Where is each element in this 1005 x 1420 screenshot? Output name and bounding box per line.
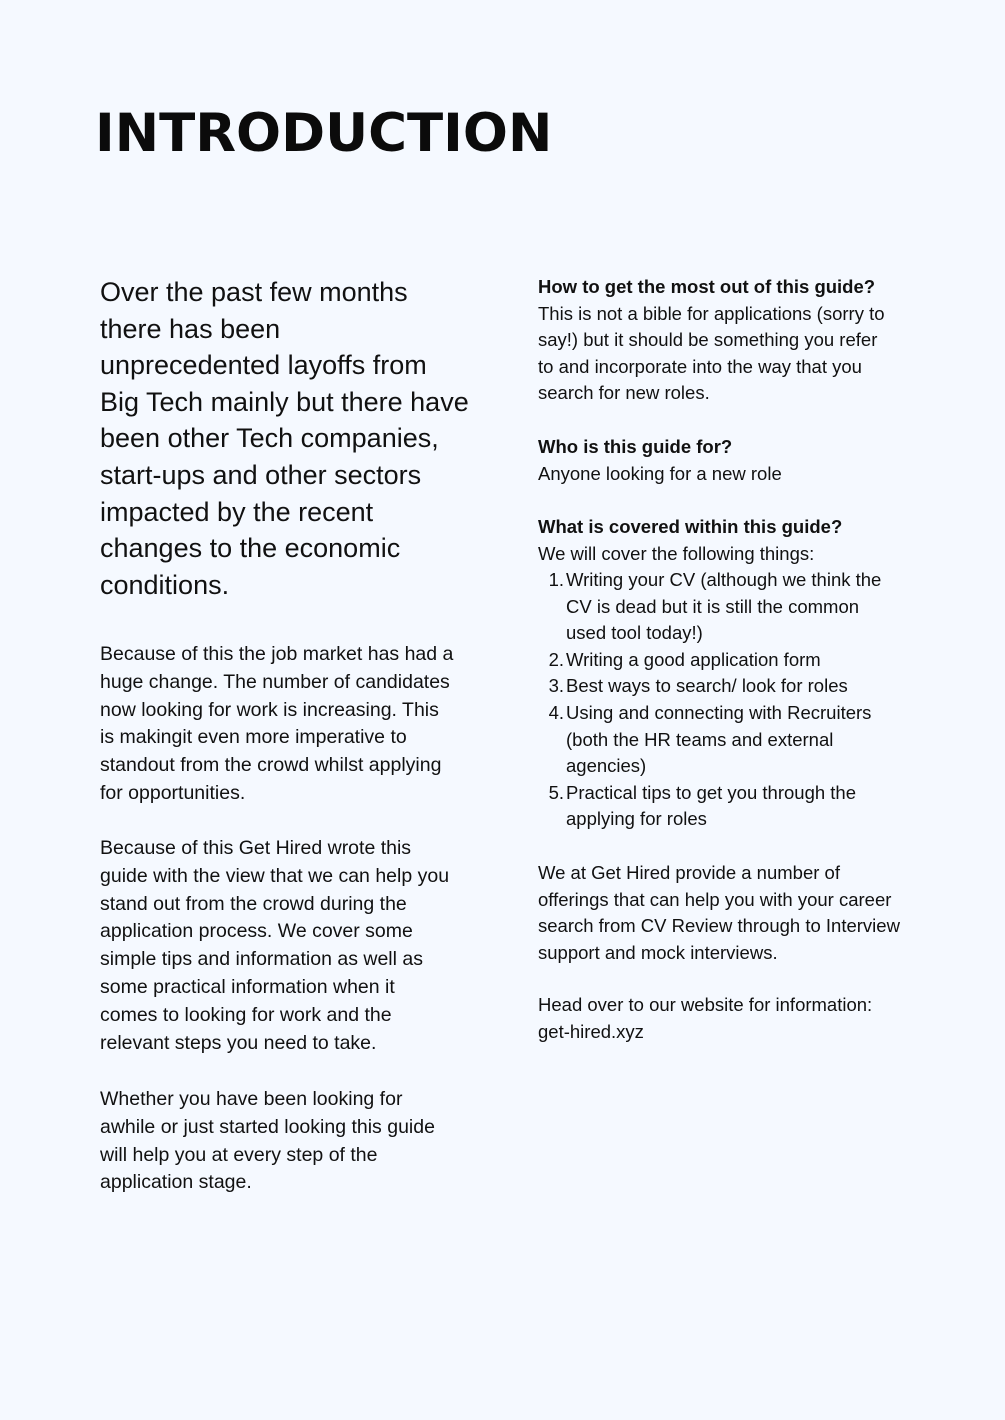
list-item xyxy=(532,700,881,780)
text-line: Best ways to search/ look for roles xyxy=(566,675,848,697)
section-what-covered xyxy=(538,514,842,567)
list-item-text xyxy=(565,647,821,674)
text-line: Because of this Get Hired wrote this xyxy=(100,837,412,859)
list-item-text xyxy=(565,567,881,647)
text-line: will help you at every step of the xyxy=(100,1143,378,1166)
text-line: applying for roles xyxy=(566,808,707,830)
website-paragraph xyxy=(538,992,872,1045)
list-number: 1. xyxy=(548,569,564,590)
text-line: search from CV Review through to Interview xyxy=(538,915,900,937)
body-paragraph-1 xyxy=(100,641,453,808)
text-line: impacted by the recent xyxy=(100,496,374,527)
text-line: relevant steps you need to take. xyxy=(100,1031,377,1054)
text-line: application stage. xyxy=(100,1171,252,1194)
text-line: Big Tech mainly but there have xyxy=(100,386,469,417)
body-paragraph-3 xyxy=(100,1086,435,1197)
text-line: is makingit even more imperative to xyxy=(100,726,407,749)
text-line: been other Tech companies, xyxy=(100,423,439,454)
list-item xyxy=(532,673,881,700)
body-paragraph-2 xyxy=(100,835,449,1057)
list-number: 5. xyxy=(548,781,564,803)
lead-paragraph xyxy=(100,274,469,603)
text-line: get-hired.xyz xyxy=(538,1020,644,1042)
text-line: comes to looking for work and the xyxy=(100,1003,392,1026)
text-line: guide with the view that we can help you xyxy=(100,864,450,887)
section-heading: Who is this guide for? xyxy=(538,436,733,457)
section-heading: What is covered within this guide? xyxy=(538,516,843,537)
text-line: unprecedented layoffs from xyxy=(100,350,427,381)
list-item-text xyxy=(565,780,856,833)
section-who-for xyxy=(538,434,782,487)
text-line: We at Get Hired provide a number of xyxy=(538,862,840,883)
text-line: This is not a bible for applications (sorry to xyxy=(538,302,885,324)
list-number: 3. xyxy=(548,675,564,697)
text-line: say!) but it should be something you refer xyxy=(538,329,878,351)
list-number: 2. xyxy=(548,648,564,670)
text-line: to and incorporate into the way that you xyxy=(538,355,862,377)
text-line: huge change. The number of candidates xyxy=(100,670,450,693)
text-line: standout from the crowd whilst applying xyxy=(100,754,442,777)
offer-paragraph xyxy=(538,860,900,966)
text-line: changes to the economic xyxy=(100,533,401,564)
list-item-text xyxy=(565,700,871,780)
text-line: simple tips and information as well as xyxy=(100,948,423,971)
list-item xyxy=(532,567,881,647)
text-line: awhile or just started looking this guide xyxy=(100,1115,435,1138)
text-line: Writing your CV (although we think the xyxy=(566,569,882,590)
text-line: stand out from the crowd during the xyxy=(100,892,407,915)
text-line: now looking for work is increasing. This xyxy=(100,698,439,721)
text-line: start-ups and other sectors xyxy=(100,459,422,490)
text-line: Head over to our website for information: xyxy=(538,994,873,1015)
list-number: 4. xyxy=(548,701,564,723)
text-line: We will cover the following things: xyxy=(538,542,815,564)
text-line: (both the HR teams and external xyxy=(566,728,834,750)
page-title: INTRODUCTION xyxy=(95,103,553,164)
text-line: for opportunities. xyxy=(100,781,246,804)
text-line: CV is dead but it is still the common xyxy=(566,595,860,617)
text-line: search for new roles. xyxy=(538,382,710,404)
text-line: application process. We cover some xyxy=(100,920,413,943)
text-line: offerings that can help you with your career xyxy=(538,888,892,910)
text-line: Practical tips to get you through the xyxy=(566,781,857,803)
list-item xyxy=(532,780,881,833)
list-item xyxy=(532,647,881,674)
section-heading: How to get the most out of this guide? xyxy=(538,276,876,297)
text-line: Over the past few months xyxy=(100,277,408,307)
list-item-text xyxy=(565,673,848,700)
text-line: some practical information when it xyxy=(100,975,395,998)
text-line: Anyone looking for a new role xyxy=(538,462,782,484)
text-line: used tool today!) xyxy=(566,622,703,644)
text-line: support and mock interviews. xyxy=(538,941,778,963)
section-how-to-use xyxy=(538,274,885,407)
text-line: Writing a good application form xyxy=(566,648,821,670)
text-line: Using and connecting with Recruiters xyxy=(566,701,872,723)
text-line: there has been xyxy=(100,313,281,344)
text-line: agencies) xyxy=(566,755,647,777)
covered-topics-list xyxy=(532,567,881,833)
text-line: Whether you have been looking for xyxy=(100,1088,403,1110)
text-line: Because of this the job market has had a xyxy=(100,643,454,665)
text-line: conditions. xyxy=(100,569,230,600)
